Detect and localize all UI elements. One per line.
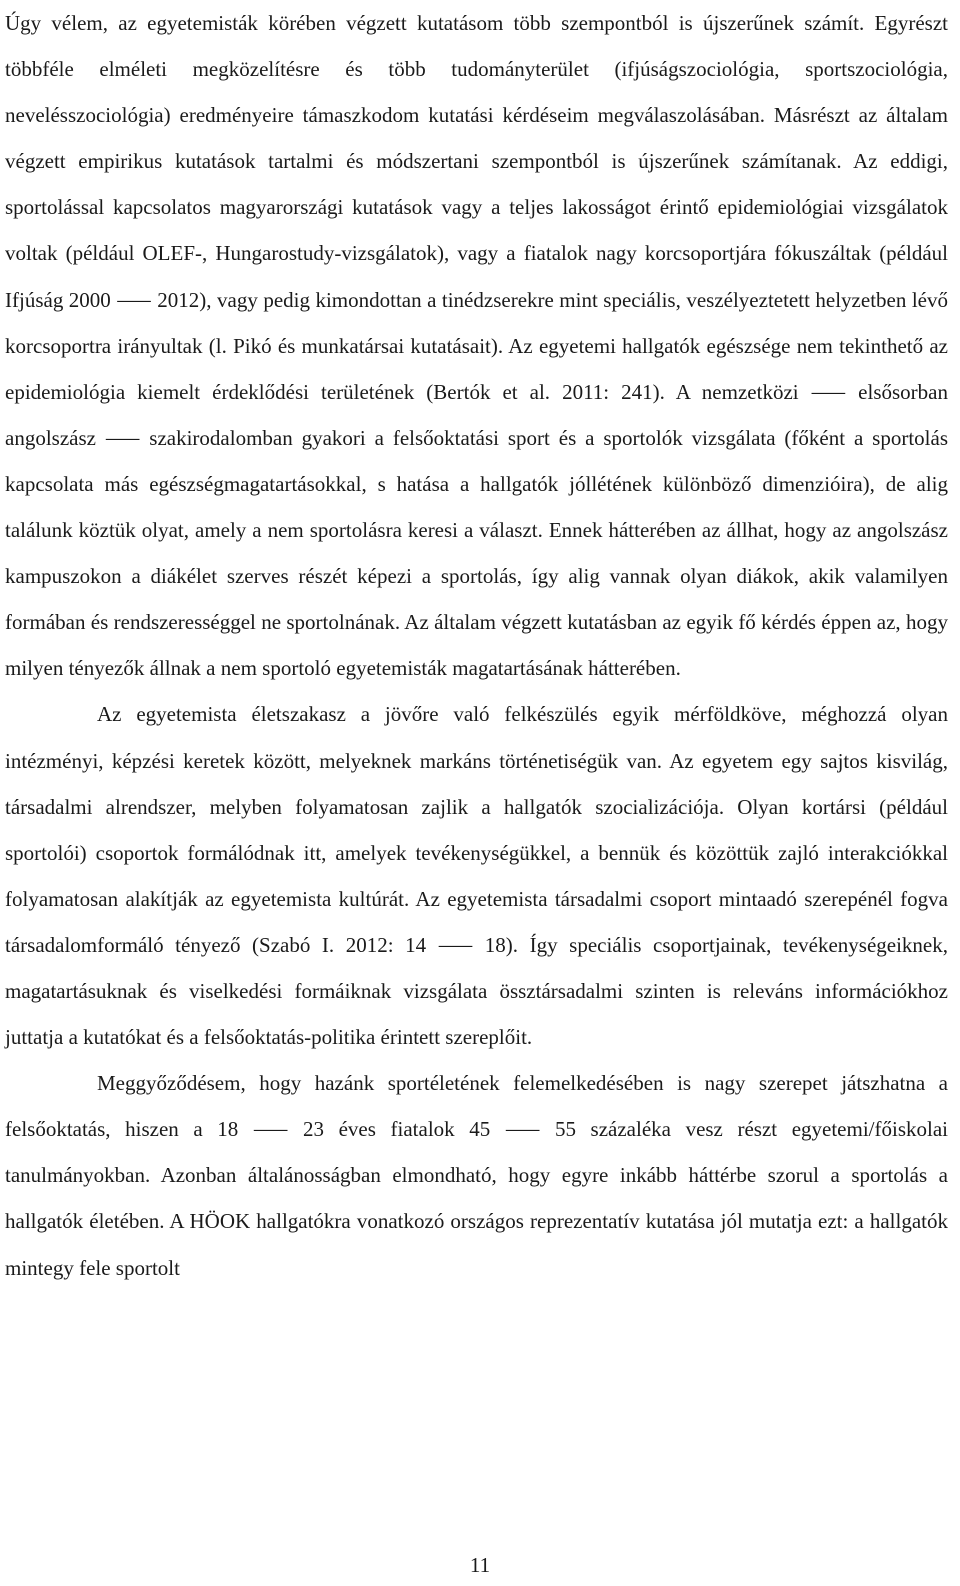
paragraph-2: Az egyetemista életszakasz a jövőre való felkészülés egyik mérföldköve, méghozzá olyan intézményi, képzési keretek között, melyeknek markáns történetiségük van. Az egyetem egy sajtos kisvilág, társadalmi alrendszer, melyben folyamatosan zajlik a hallgatók szocializációja. Olyan kortársi (például sportolói) csoportok formálódnak itt, amelyek tevékenységükkel, a bennük és közöttük zajló interakciókkal folyamatosan alakítják az egyetemista kultúrát. Az egyetemista társadalmi csoport mintaadó szerepénél fogva társadalomformáló tényező (Szabó I. 2012: 14 ⸺ 18). Így speciális csoportjainak, tevékenységeiknek, magatartásuknak és viselkedési formáiknak vizsgálata össztársadalmi szinten is releváns információkhoz juttatja a kutatókat és a felsőoktatás-politika érintett szereplőit.: [5, 702, 948, 1050]
page-number: 11: [469, 1553, 491, 1577]
paragraph-3: Meggyőződésem, hogy hazánk sportéletének felemelkedésében is nagy szerepet játszhatna a felsőoktatás, hiszen a 18 ⸺ 23 éves fiatalok 45 ⸺ 55 százaléka vesz részt egyetemi/főiskolai tanulmányokban. Azonban általánosságban elmondható, hogy egyre inkább háttérbe szorul a sportolás a hallgatók életében. A HÖOK hallgatókra vonatkozó országos reprezentatív kutatása jól mutatja ezt: a hallgatók mintegy fele sportolt: [5, 1071, 948, 1280]
paragraph-1: Úgy vélem, az egyetemisták körében végzett kutatásom több szempontból is újszerűnek számít. Egyrészt többféle elméleti megközelítésre és több tudományterület (ifjúságszociológia, sportszociológia, nevelésszociológia) eredményeire támaszkodom kutatási kérdéseim megválaszolásában. Másrészt az általam végzett empirikus kutatások tartalmi és módszertani szempontból is újszerűnek számítanak. Az eddigi, sportolással kapcsolatos magyarországi kutatások vagy a teljes lakosságot érintő epidemiológiai vizsgálatok voltak (például OLEF-, Hungarostudy-vizsgálatok), vagy a fiatalok nagy korcsoportjára fókuszáltak (például Ifjúság 2000 ⸺ 2012), vagy pedig kimondottan a tinédzserekre mint speciális, veszélyeztetett helyzetben lévő korcsoportra irányultak (l. Pikó és munkatársai kutatásait). Az egyetemi hallgatók egészsége nem tekinthető az epidemiológia kiemelt érdeklődési területének (Bertók et al. 2011: 241). A nemzetközi ⸺ elsősorban angolszász ⸺ szakirodalomban gyakori a felsőoktatási sport és a sportolók vizsgálata (főként a sportolás kapcsolata más egészségmagatartásokkal, s hatása a hallgatók jóllétének különböző dimenzióira), de alig találunk köztük olyat, amely a nem sportolásra keresi a választ. Ennek hátterében az állhat, hogy az angolszász kampuszokon a diákélet szerves részét képezi a sportolás, így alig vannak olyan diákok, akik valamilyen formában és rendszerességgel ne sportolnának. Az általam végzett kutatásban az egyik fő kérdés éppen az, hogy milyen tényezők állnak a nem sportoló egyetemisták magatartásának hátterében.: [5, 11, 948, 681]
document-page: [5, 0, 948, 1291]
